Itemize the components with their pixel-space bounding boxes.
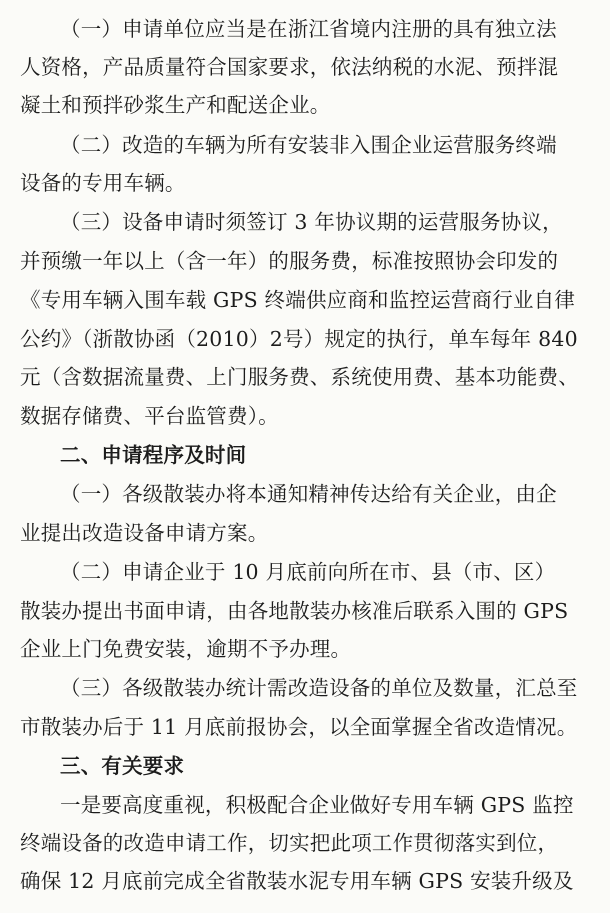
text-line: 《专用车辆入围车载 GPS 终端供应商和监控运营商行业自律 [20,288,576,312]
text-line: 散装办提出书面申请，由各地散装办核准后联系入围的 GPS [20,599,569,623]
text-line: （一）申请单位应当是在浙江省境内注册的具有独立法 [60,17,557,41]
text-line: 设备的专用车辆。 [20,171,186,195]
text-line: 人资格，产品质量符合国家要求，依法纳税的水泥、预拌混 [20,55,559,79]
text-line: 元（含数据流量费、上门服务费、系统使用费、基本功能费、 [20,365,579,389]
text-line: 确保 12 月底前完成全省散装水泥专用车辆 GPS 安装升级及 [20,869,574,893]
text-line: 企业上门免费安装，逾期不予办理。 [20,637,352,661]
text-line: （一）各级散装办将本通知精神传达给有关企业，由企 [60,482,557,506]
text-line: 一是要高度重视，积极配合企业做好专用车辆 GPS 监控 [60,793,574,817]
text-line: 数据存储费、平台监管费）。 [20,404,279,428]
section-heading: 三、有关要求 [60,754,185,778]
text-line: （二）申请企业于 10 月底前向所在市、县（市、区） [60,560,556,584]
text-line: 并预缴一年以上（含一年）的服务费，标准按照协会印发的 [20,249,559,273]
section-heading: 二、申请程序及时间 [60,443,247,467]
text-line: （二）改造的车辆为所有安装非入围企业运营服务终端 [60,133,557,157]
text-line: 凝土和预拌砂浆生产和配送企业。 [20,93,331,117]
text-line: 市散装办后于 11 月底前报协会，以全面掌握全省改造情况。 [20,715,578,739]
text-line: 业提出改造设备申请方案。 [20,521,269,545]
text-line: （三）各级散装办统计需改造设备的单位及数量，汇总至 [60,676,578,700]
text-line: （三）设备申请时须签订 3 年协议期的运营服务协议， [60,210,563,234]
text-line: 公约》（浙散协函（2010）2号）规定的执行，单车每年 840 [20,327,578,351]
text-line: 终端设备的改造申请工作，切实把此项工作贯彻落实到位， [20,831,559,855]
